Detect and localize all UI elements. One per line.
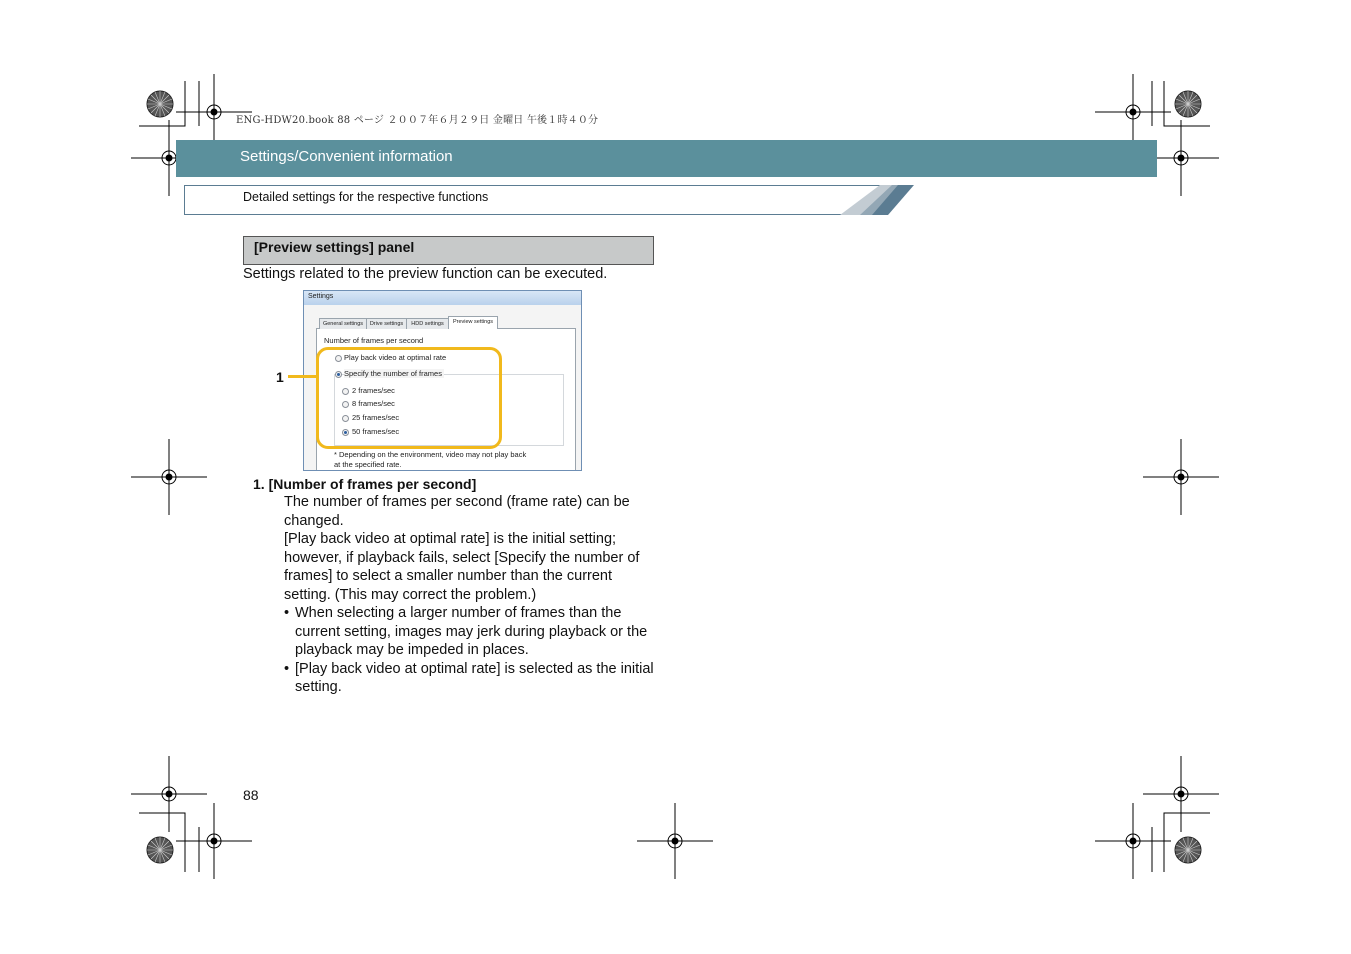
bullet-text: When selecting a larger number of frames than the current setting, images may jerk during playback or the playback may be impeded in places. <box>295 605 648 658</box>
frame-option-label: 2 frames/sec <box>352 386 395 395</box>
dialog-titlebar <box>304 291 581 305</box>
tab-general-settings[interactable]: General settings <box>319 318 367 329</box>
section-intro: Settings related to the preview function can be executed. <box>243 266 608 282</box>
dialog-note-line1: * Depending on the environment, video may not play back <box>334 450 527 459</box>
dialog-title: Settings <box>308 293 334 300</box>
option-optimal-label: Play back video at optimal rate <box>344 353 447 362</box>
frame-option-label: 25 frames/sec <box>352 413 400 422</box>
item-heading: 1. [Number of frames per second] <box>253 476 477 492</box>
bullet-text: [Play back video at optimal rate] is selected as the initial setting. <box>295 660 654 695</box>
frame-option-label: 50 frames/sec <box>352 427 400 436</box>
option-specify-label: Specify the number of frames <box>344 369 442 378</box>
subtitle-bar-stripes <box>830 184 920 216</box>
tab-preview-settings[interactable]: Preview settings <box>448 316 498 329</box>
callout-leader-line <box>288 375 316 378</box>
callout-highlight <box>316 347 502 449</box>
item-paragraph: [Play back video at optimal rate] is the initial setting; however, if playback fails, select [Specify the number of frames] to select a smaller number than the current setting. (This may correct the problem.) <box>284 531 640 603</box>
subtitle: Detailed settings for the respective functions <box>243 190 489 204</box>
print-info: ENG-HDW20.book 88 ページ ２００７年６月２９日 金曜日 午後１時４０分 <box>236 115 599 126</box>
item-paragraph: The number of frames per second (frame rate) can be changed. <box>284 494 630 529</box>
dialog-note-line2: at the specified rate. <box>334 460 402 469</box>
frame-option-label: 8 frames/sec <box>352 399 395 408</box>
frames-group-label: Number of frames per second <box>324 336 424 345</box>
page-number: 88 <box>243 787 259 803</box>
section-title: [Preview settings] panel <box>254 239 415 255</box>
bullet-item <box>284 660 654 697</box>
header-title: Settings/Convenient information <box>240 148 453 165</box>
item-body <box>284 493 654 604</box>
bullet-dot: • <box>284 660 290 677</box>
tab-hdd-settings[interactable]: HDD settings <box>406 318 449 329</box>
callout-number: 1 <box>276 369 284 385</box>
bullet-dot: • <box>284 605 290 621</box>
item-bullets <box>284 604 654 697</box>
bullet-item <box>284 604 654 660</box>
tab-drive-settings[interactable]: Drive settings <box>366 318 407 329</box>
